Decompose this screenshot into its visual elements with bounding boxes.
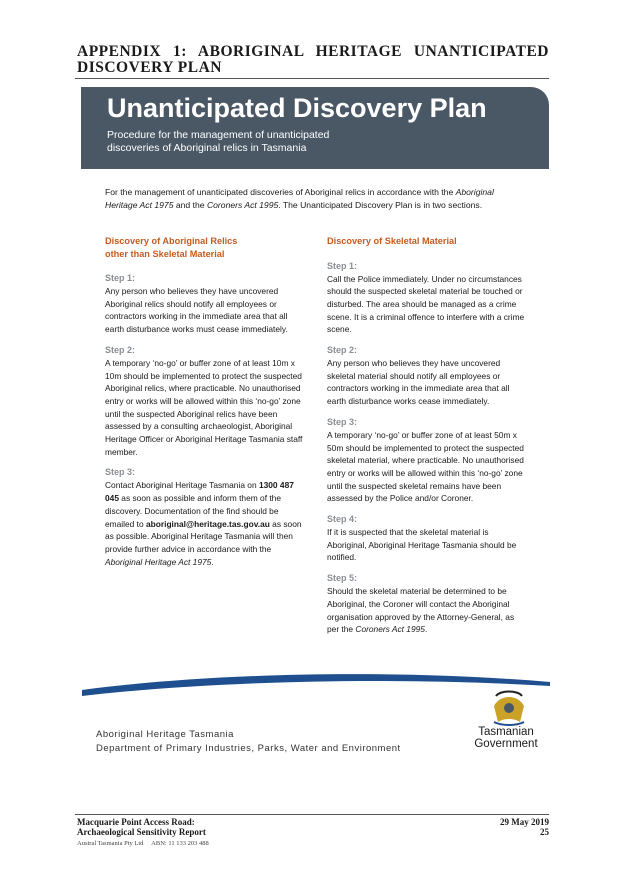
- relics-column: [105, 235, 305, 568]
- banner-subtitle-line1: Procedure for the management of unanticipated: [107, 129, 330, 141]
- skeletal-step2-heading: Step 2:: [327, 345, 358, 356]
- relics-step3-heading: Step 3:: [105, 467, 136, 478]
- appendix-heading-line1: APPENDIX 1: ABORIGINAL HERITAGE UNANTICIPATED: [77, 43, 549, 60]
- appendix-heading-line2: DISCOVERY PLAN: [77, 59, 222, 76]
- relics-title-line1: Discovery of Aboriginal Relics: [105, 236, 238, 246]
- footer-date: 29 May 2019: [500, 817, 549, 827]
- relics-section-title: [105, 235, 305, 260]
- footer-rule: [75, 814, 549, 815]
- footer-line1: Macquarie Point Access Road:: [77, 817, 195, 827]
- intro-act-1: Aboriginal Heritage Act 1975: [105, 187, 494, 210]
- skeletal-step3-text: A temporary ‘no-go’ or buffer zone of at least 50m x 50m should be implemented to protect the suspected skeletal material, where practicable. No unauthorised entry or works will be allowed within this ‘no-go’ zone until the suspected skeletal remains have been assessed by the Police and/or Coroner.: [327, 429, 524, 504]
- logo-line1: Tasmanian: [478, 726, 534, 738]
- footer-line2: Archaeological Sensitivity Report: [77, 827, 206, 837]
- logo-arc: [496, 692, 522, 697]
- skeletal-step5-act: Coroners Act 1995: [355, 624, 425, 635]
- skeletal-column: [327, 235, 527, 636]
- intro-text-1: For the management of unanticipated discoveries of Aboriginal relics in accordance with the: [105, 187, 456, 197]
- relics-step1-heading: Step 1:: [105, 273, 136, 283]
- intro-paragraph: [105, 186, 525, 212]
- skeletal-step1-heading: Step 1:: [327, 260, 358, 271]
- relics-step2-heading: Step 2:: [105, 344, 136, 355]
- relics-step3-text-b: as soon as possible and inform them of the discovery. Documentation of the find should be emailed to: [105, 493, 281, 529]
- intro-act-2: Coroners Act 1995: [206, 200, 279, 210]
- relics-step3-text-d: .: [211, 556, 214, 567]
- footer-report-title: [77, 817, 206, 837]
- relics-step1-text: Any person who believes they have uncovered Aboriginal relics should notify all employees or contractors working in the immediate area that all earth disturbance works must cease immediately.: [105, 286, 288, 335]
- relics-step3-text-a: Contact Aboriginal Heritage Tasmania on: [105, 480, 259, 491]
- skeletal-section-title: Discovery of Skeletal Material: [327, 236, 457, 246]
- skeletal-step5-text-a: Should the skeletal material be determined to be Aboriginal, the Coroner will contact the Aboriginal organisation approved by the Attorney-General, as per the: [327, 586, 515, 635]
- skeletal-step4-heading: Step 4:: [327, 514, 358, 525]
- intro-text-3: . The Unanticipated Discovery Plan is in two sections.: [278, 200, 483, 210]
- relics-step3-act: Aboriginal Heritage Act 1975: [105, 556, 212, 567]
- skeletal-step4-text: If it is suspected that the skeletal material is Aboriginal, Aboriginal Heritage Tasmania should be notified.: [327, 527, 517, 563]
- tasmanian-government-logo: [474, 688, 544, 728]
- header-rule: [75, 78, 549, 79]
- skeletal-step1-text: Call the Police immediately. Under no circumstances should the suspected skeletal material be touched or disturbed. The area should be managed as a crime scene. It is a criminal offence to interfere with a crime scene.: [327, 273, 525, 335]
- logo-line2: Government: [474, 738, 538, 750]
- title-banner: [81, 87, 549, 169]
- banner-title: Unanticipated Discovery Plan: [107, 93, 487, 123]
- relics-title-line2: other than Skeletal Material: [105, 248, 225, 259]
- email-address: aboriginal@heritage.tas.gov.au: [145, 518, 270, 529]
- org-name: Aboriginal Heritage Tasmania: [96, 729, 234, 740]
- skeletal-step5-text: [327, 585, 527, 636]
- relics-step2-text: A temporary ‘no-go’ or buffer zone of at least 10m x 10m should be implemented to protect the suspected Aboriginal relics, where practicable. No unauthorised entry or works will be allowed within this ‘no-go’ zone until the suspected Aboriginal relics have been assessed by a consulting archaeologist, Aboriginal Heritage Officer or Aboriginal Heritage Tasmania staff member.: [105, 357, 303, 457]
- relics-step3-text: [105, 479, 305, 568]
- appendix-heading: [77, 44, 549, 76]
- banner-subtitle: [107, 129, 407, 155]
- intro-text-2: and the: [173, 200, 207, 210]
- logo-wave: [494, 722, 524, 725]
- skeletal-step5-heading: Step 5:: [327, 573, 358, 584]
- relics-step3-text-c: as soon as possible. Aboriginal Heritage Tasmania will then provide further advice in accordance with the: [105, 518, 302, 554]
- department-name: Department of Primary Industries, Parks, Water and Environment: [96, 743, 401, 754]
- phone-number: 1300 487 045: [105, 480, 294, 504]
- footer-company: Austral Tasmania Pty Ltd ABN: 11 133 203 488: [77, 840, 209, 847]
- skeletal-step3-heading: Step 3:: [327, 416, 358, 427]
- skeletal-step2-text: Any person who believes they have uncovered skeletal material should notify all employees or contractors working in the immediate area that all earth disturbance works cease immediately.: [327, 358, 510, 407]
- footer-date-page: [470, 817, 549, 837]
- page-number: 25: [540, 827, 549, 837]
- org-block: [96, 728, 401, 756]
- logo-head: [504, 703, 514, 713]
- banner-subtitle-line2: discoveries of Aboriginal relics in Tasmania: [107, 142, 307, 154]
- skeletal-step5-text-b: .: [424, 624, 428, 635]
- logo-wordmark: [466, 726, 546, 750]
